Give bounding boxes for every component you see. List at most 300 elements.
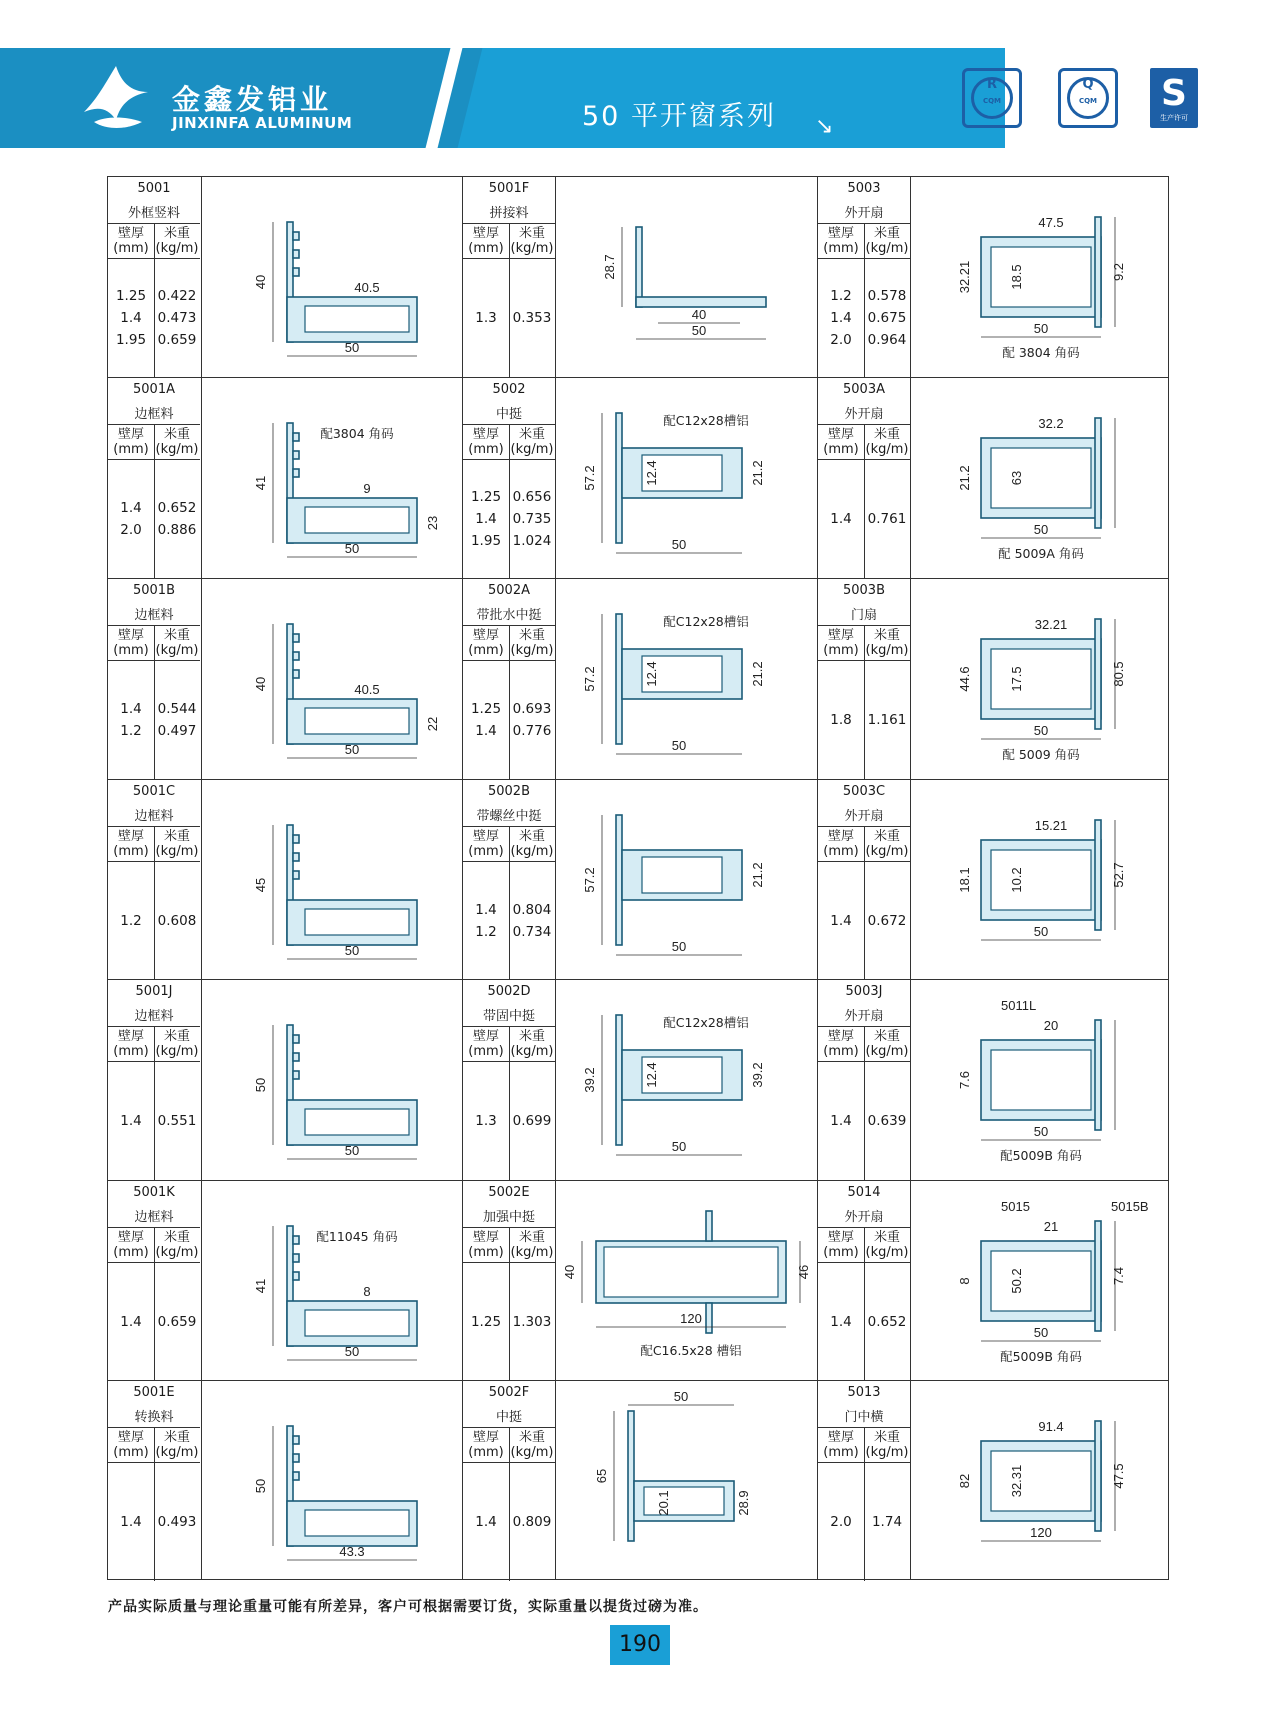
accessory-note: 配5009B 角码 — [1000, 1349, 1082, 1364]
dimension-label: 120 — [1030, 1525, 1052, 1540]
spec-row — [818, 307, 910, 329]
dimension-label: 32.21 — [1034, 617, 1068, 632]
spec-row — [108, 1511, 200, 1533]
weight-value: 0.497 — [157, 723, 197, 739]
weight-value: 0.761 — [867, 511, 907, 527]
weight-header: 米重 (kg/m) — [865, 1230, 909, 1260]
product-spec-5002E — [463, 1181, 555, 1380]
product-name: 带螺丝中挺 — [476, 809, 542, 824]
product-name: 外开扇 — [844, 1210, 884, 1225]
product-name: 门中横 — [844, 1410, 884, 1425]
thickness-header: 壁厚 (mm) — [113, 1430, 149, 1460]
weight-header: 米重 (kg/m) — [510, 226, 554, 256]
weight-header: 米重 (kg/m) — [510, 427, 554, 457]
product-code: 5003A — [843, 382, 885, 397]
spec-row — [818, 709, 910, 731]
weight-value: 1.024 — [512, 533, 552, 549]
product-name: 外开扇 — [844, 809, 884, 824]
weight-header: 米重 (kg/m) — [865, 1029, 909, 1059]
accessory-note: 配C12x28槽铝 — [663, 1015, 749, 1030]
product-name: 中挺 — [495, 1410, 522, 1425]
weight-value: 0.693 — [512, 701, 552, 717]
dimension-label: 82 — [957, 1473, 972, 1489]
product-code: 5001A — [133, 382, 175, 397]
product-spec-5003A — [818, 378, 910, 578]
spec-row — [818, 1311, 910, 1333]
thickness-header: 壁厚 (mm) — [468, 1029, 504, 1059]
weight-header: 米重 (kg/m) — [155, 829, 199, 859]
dimension-label: 12.4 — [644, 661, 659, 687]
profile-drawing-5003 — [911, 177, 1169, 377]
spec-table — [463, 223, 555, 377]
product-spec-5001F — [463, 177, 555, 377]
dimension-label: 7.4 — [1111, 1266, 1126, 1286]
weight-value: 0.652 — [867, 1314, 907, 1330]
spec-table — [818, 1227, 910, 1381]
product-code: 5013 — [847, 1385, 881, 1400]
thickness-value: 1.2 — [475, 924, 497, 940]
product-spec-5001 — [108, 177, 200, 377]
profile-drawing — [582, 815, 765, 955]
weight-value: 0.804 — [512, 902, 552, 918]
dimension-label: 47.5 — [1038, 215, 1064, 230]
thickness-header: 壁厚 (mm) — [823, 829, 859, 859]
weight-value: 0.675 — [867, 310, 907, 326]
product-name: 外开扇 — [844, 1009, 884, 1024]
profile-drawing — [253, 1426, 417, 1560]
dimension-label: 44.6 — [957, 666, 972, 692]
product-code: 5001J — [135, 984, 173, 999]
weight-value: 0.809 — [512, 1514, 552, 1530]
dimension-label: 47.5 — [1111, 1463, 1126, 1489]
profile-drawing — [253, 222, 417, 356]
spec-row — [463, 307, 555, 329]
dimension-label: 91.4 — [1038, 1419, 1064, 1434]
thickness-value: 1.3 — [475, 1113, 497, 1129]
weight-value: 0.656 — [512, 489, 552, 505]
dimension-label: 50 — [344, 340, 360, 355]
thickness-value: 1.2 — [830, 288, 852, 304]
profile-label: 5015B — [1111, 1199, 1149, 1214]
dimension-label: 18.5 — [1009, 264, 1024, 290]
spec-row — [463, 899, 555, 921]
dimension-label: 50.2 — [1009, 1268, 1024, 1294]
dimension-label: 22 — [425, 716, 440, 732]
profile-drawing — [253, 1226, 417, 1360]
weight-value: 0.659 — [157, 332, 197, 348]
dimension-label: 12.4 — [644, 1062, 659, 1088]
weight-value: 0.578 — [867, 288, 907, 304]
dimension-label: 45 — [253, 877, 268, 893]
dimension-label: 50 — [671, 1139, 687, 1154]
profile-drawing — [582, 413, 765, 553]
dimension-label: 50 — [671, 738, 687, 753]
profile-drawing — [253, 825, 417, 959]
spec-row — [818, 1511, 910, 1533]
dimension-label: 50 — [1033, 924, 1049, 939]
product-name: 转换料 — [134, 1410, 174, 1425]
accessory-note: 配 3804 角码 — [1002, 345, 1080, 360]
thickness-value: 1.4 — [120, 1314, 142, 1330]
thickness-value: 1.4 — [120, 500, 142, 516]
spec-row — [108, 698, 200, 720]
weight-value: 0.353 — [512, 310, 552, 326]
spec-row — [463, 1311, 555, 1333]
product-spec-5003B — [818, 579, 910, 779]
dimension-label: 10.2 — [1009, 867, 1024, 893]
dimension-label: 50 — [344, 541, 360, 556]
product-spec-5001E — [108, 1381, 200, 1580]
thickness-value: 1.4 — [120, 310, 142, 326]
weight-value: 0.699 — [512, 1113, 552, 1129]
weight-header: 米重 (kg/m) — [155, 1029, 199, 1059]
dimension-label: 23 — [425, 515, 440, 531]
cert-q-icon: Q CQM — [1058, 68, 1118, 128]
weight-value: 0.608 — [157, 913, 197, 929]
product-code: 5002F — [488, 1385, 530, 1400]
dimension-label: 65 — [594, 1468, 609, 1484]
dimension-label: 21.2 — [750, 661, 765, 687]
product-code: 5002E — [488, 1185, 530, 1200]
thickness-header: 壁厚 (mm) — [113, 427, 149, 457]
weight-value: 0.659 — [157, 1314, 197, 1330]
dimension-label: 21.2 — [957, 465, 972, 491]
spec-row — [818, 910, 910, 932]
spec-row — [818, 1110, 910, 1132]
profile-drawing-5001B — [202, 579, 462, 779]
product-spec-5001B — [108, 579, 200, 779]
spec-table — [108, 1026, 200, 1180]
weight-value: 0.422 — [157, 288, 197, 304]
spec-row — [108, 519, 200, 541]
accessory-note: 配5009B 角码 — [1000, 1148, 1082, 1163]
spec-row — [108, 329, 200, 351]
arrow-down-right-icon: ↘ — [815, 114, 834, 139]
product-spec-5002 — [463, 378, 555, 578]
thickness-header: 壁厚 (mm) — [113, 829, 149, 859]
thickness-header: 壁厚 (mm) — [468, 829, 504, 859]
spec-table — [818, 1427, 910, 1581]
spec-table — [463, 826, 555, 980]
thickness-header: 壁厚 (mm) — [113, 1029, 149, 1059]
dimension-label: 50 — [1033, 1325, 1049, 1340]
product-name: 边框料 — [134, 407, 174, 422]
cert-qs-icon: S 生产许可 — [1150, 68, 1198, 128]
profile-drawing — [957, 818, 1126, 940]
spec-table — [108, 424, 200, 578]
profile-drawing-5013 — [911, 1381, 1169, 1580]
dimension-label: 12.4 — [644, 460, 659, 486]
weight-header: 米重 (kg/m) — [510, 1430, 554, 1460]
spec-row — [108, 1110, 200, 1132]
spec-row — [463, 921, 555, 943]
profile-label: 5011L — [1001, 998, 1037, 1013]
spec-row — [463, 720, 555, 742]
spec-row — [108, 285, 200, 307]
accessory-note: 配3804 角码 — [320, 426, 394, 441]
dimension-label: 50 — [671, 537, 687, 552]
weight-header: 米重 (kg/m) — [155, 1430, 199, 1460]
thickness-value: 1.4 — [120, 1514, 142, 1530]
product-code: 5002B — [487, 784, 530, 799]
product-name: 边框料 — [134, 809, 174, 824]
profile-drawing — [253, 423, 440, 557]
profile-drawing-5014 — [911, 1181, 1169, 1380]
weight-value: 1.303 — [512, 1314, 552, 1330]
weight-value: 0.964 — [867, 332, 907, 348]
spec-table — [463, 1227, 555, 1381]
dimension-label: 32.21 — [957, 260, 972, 294]
thickness-header: 壁厚 (mm) — [823, 628, 859, 658]
dimension-label: 21 — [1043, 1219, 1059, 1234]
thickness-header: 壁厚 (mm) — [823, 1430, 859, 1460]
dimension-label: 120 — [680, 1311, 702, 1326]
product-spec-5002A — [463, 579, 555, 779]
thickness-header: 壁厚 (mm) — [468, 226, 504, 256]
spec-row — [463, 1110, 555, 1132]
thickness-value: 1.2 — [120, 913, 142, 929]
weight-header: 米重 (kg/m) — [510, 1230, 554, 1260]
thickness-value: 1.4 — [120, 701, 142, 717]
thickness-header: 壁厚 (mm) — [468, 1230, 504, 1260]
product-code: 5003B — [842, 583, 885, 598]
spec-row — [463, 486, 555, 508]
product-spec-5003 — [818, 177, 910, 377]
product-code: 5003J — [845, 984, 883, 999]
product-name: 外框竖料 — [127, 206, 180, 221]
product-code: 5001E — [133, 1385, 175, 1400]
dimension-label: 8 — [957, 1277, 972, 1285]
thickness-value: 1.3 — [475, 310, 497, 326]
product-name: 外开扇 — [844, 206, 884, 221]
product-name: 拼接料 — [489, 206, 529, 221]
spec-table — [818, 826, 910, 980]
product-name: 中挺 — [495, 407, 522, 422]
thickness-value: 1.4 — [830, 1314, 852, 1330]
weight-value: 0.473 — [157, 310, 197, 326]
spec-row — [463, 1511, 555, 1533]
product-code: 5002 — [492, 382, 526, 397]
profile-drawing-5001 — [202, 177, 462, 377]
thickness-value: 1.4 — [830, 511, 852, 527]
spec-table — [108, 1427, 200, 1581]
dimension-label: 40.5 — [354, 682, 380, 697]
profile-drawing-5001J — [202, 980, 462, 1180]
dimension-label: 39.2 — [750, 1062, 765, 1088]
weight-header: 米重 (kg/m) — [865, 427, 909, 457]
weight-header: 米重 (kg/m) — [155, 1230, 199, 1260]
cert-r-icon: R CQM — [962, 68, 1022, 128]
product-name: 门扇 — [850, 608, 877, 623]
dimension-label: 40.5 — [354, 280, 380, 295]
profile-drawing-5002F — [556, 1381, 817, 1580]
profile-drawing — [594, 1389, 751, 1541]
dimension-label: 50 — [673, 1389, 689, 1404]
dimension-label: 50 — [1033, 1124, 1049, 1139]
product-spec-5001K — [108, 1181, 200, 1380]
weight-value: 0.776 — [512, 723, 552, 739]
product-name: 边框料 — [134, 608, 174, 623]
product-code: 5002A — [488, 583, 530, 598]
thickness-value: 1.25 — [470, 701, 502, 717]
product-code: 5001K — [133, 1185, 175, 1200]
profile-drawing-5001A — [202, 378, 462, 578]
brand-name-cn: 金鑫发铝业 — [172, 83, 333, 116]
dimension-label: 21.2 — [750, 862, 765, 888]
dimension-label: 41 — [253, 1278, 268, 1294]
product-spec-5001A — [108, 378, 200, 578]
thickness-value: 1.2 — [120, 723, 142, 739]
thickness-header: 壁厚 (mm) — [823, 226, 859, 256]
spec-table — [108, 1227, 200, 1381]
dimension-label: 40 — [253, 676, 268, 692]
dimension-label: 40 — [691, 307, 707, 322]
product-spec-5013 — [818, 1381, 910, 1580]
thickness-header: 壁厚 (mm) — [823, 427, 859, 457]
thickness-header: 壁厚 (mm) — [113, 226, 149, 256]
thickness-value: 1.4 — [475, 723, 497, 739]
product-spec-5001J — [108, 980, 200, 1180]
product-spec-5001C — [108, 780, 200, 979]
dimension-label: 50 — [344, 1344, 360, 1359]
dimension-label: 50 — [253, 1077, 268, 1093]
thickness-value: 1.4 — [475, 511, 497, 527]
product-name: 带批水中挺 — [476, 608, 542, 623]
dimension-label: 20 — [1043, 1018, 1059, 1033]
product-code: 5014 — [847, 1185, 881, 1200]
dimension-label: 63 — [1009, 470, 1024, 486]
product-spec-5002D — [463, 980, 555, 1180]
page-number: 190 — [610, 1625, 670, 1665]
product-name: 带固中挺 — [482, 1009, 535, 1024]
dimension-label: 32.2 — [1038, 416, 1064, 431]
profile-drawing — [562, 1211, 811, 1358]
product-name: 边框料 — [134, 1210, 174, 1225]
product-code: 5003C — [842, 784, 886, 799]
dimension-label: 21.2 — [750, 460, 765, 486]
profile-drawing — [957, 416, 1115, 561]
thickness-value: 1.25 — [470, 489, 502, 505]
weight-header: 米重 (kg/m) — [865, 628, 909, 658]
spec-row — [108, 307, 200, 329]
header-cert-area — [1005, 48, 1277, 148]
weight-header: 米重 (kg/m) — [155, 226, 199, 256]
thickness-value: 1.8 — [830, 712, 852, 728]
dimension-label: 40 — [253, 274, 268, 290]
company-logo-icon — [76, 62, 156, 134]
spec-table — [818, 223, 910, 377]
dimension-label: 50 — [344, 943, 360, 958]
profile-drawing-5003J — [911, 980, 1169, 1180]
accessory-note: 配C16.5x28 槽铝 — [640, 1343, 742, 1358]
profile-drawing-5003B — [911, 579, 1169, 779]
profile-drawing — [253, 624, 440, 758]
profile-drawing — [602, 227, 766, 339]
weight-value: 1.161 — [867, 712, 907, 728]
thickness-value: 2.0 — [830, 332, 852, 348]
dimension-label: 52.7 — [1111, 862, 1126, 888]
thickness-value: 2.0 — [120, 522, 142, 538]
dimension-label: 50 — [1033, 321, 1049, 336]
profile-drawing-5003C — [911, 780, 1169, 979]
thickness-header: 壁厚 (mm) — [823, 1230, 859, 1260]
product-code: 5001F — [488, 181, 530, 196]
series-title: 50 平开窗系列 — [582, 101, 776, 132]
profile-drawing-5001C — [202, 780, 462, 979]
profile-drawing-5001K — [202, 1181, 462, 1380]
dimension-label: 50 — [344, 742, 360, 757]
accessory-note: 配 5009 角码 — [1002, 747, 1080, 762]
profile-drawing-5002 — [556, 378, 817, 578]
product-code: 5001 — [137, 181, 171, 196]
product-spec-5002B — [463, 780, 555, 979]
dimension-label: 39.2 — [582, 1067, 597, 1093]
footer-note: 产品实际质量与理论重量可能有所差异，客户可根据需要订货，实际重量以提货过磅为准。 — [108, 1599, 708, 1615]
spec-table — [818, 625, 910, 779]
profile-drawing — [957, 215, 1126, 360]
weight-value: 1.74 — [871, 1514, 903, 1530]
profile-label: 5015 — [1001, 1199, 1030, 1214]
thickness-header: 壁厚 (mm) — [468, 1430, 504, 1460]
weight-header: 米重 (kg/m) — [155, 628, 199, 658]
header-banner — [0, 48, 1277, 148]
profile-drawing-5002B — [556, 780, 817, 979]
weight-header: 米重 (kg/m) — [155, 427, 199, 457]
spec-table — [818, 424, 910, 578]
profile-drawing — [957, 1419, 1126, 1541]
weight-header: 米重 (kg/m) — [510, 628, 554, 658]
product-name: 边框料 — [134, 1009, 174, 1024]
spec-row — [818, 285, 910, 307]
product-code: 5001B — [132, 583, 175, 598]
product-spec-5014 — [818, 1181, 910, 1380]
product-spec-5003C — [818, 780, 910, 979]
dimension-label: 50 — [691, 323, 707, 338]
profile-drawing — [582, 614, 765, 754]
spec-row — [108, 720, 200, 742]
weight-value: 0.735 — [512, 511, 552, 527]
weight-value: 0.734 — [512, 924, 552, 940]
dimension-label: 20.1 — [656, 1490, 671, 1516]
thickness-value: 1.4 — [830, 310, 852, 326]
spec-row — [108, 910, 200, 932]
spec-table — [108, 625, 200, 779]
spec-table — [108, 223, 200, 377]
dimension-label: 40 — [562, 1264, 577, 1280]
dimension-label: 57.2 — [582, 465, 597, 491]
profile-drawing — [582, 1015, 765, 1155]
thickness-value: 1.4 — [830, 913, 852, 929]
thickness-header: 壁厚 (mm) — [823, 1029, 859, 1059]
product-name: 外开扇 — [844, 407, 884, 422]
weight-value: 0.672 — [867, 913, 907, 929]
spec-row — [108, 1311, 200, 1333]
accessory-note: 配C12x28槽铝 — [663, 413, 749, 428]
accessory-note: 配C12x28槽铝 — [663, 614, 749, 629]
spec-table — [108, 826, 200, 980]
profile-drawing — [957, 617, 1126, 762]
profile-drawing-5003A — [911, 378, 1169, 578]
profile-drawing-5002D — [556, 980, 817, 1180]
spec-row — [463, 530, 555, 552]
spec-row — [818, 508, 910, 530]
product-spec-5003J — [818, 980, 910, 1180]
spec-row — [463, 508, 555, 530]
dimension-label: 32.31 — [1009, 1464, 1024, 1498]
weight-value: 0.639 — [867, 1113, 907, 1129]
thickness-value: 2.0 — [830, 1514, 852, 1530]
product-code: 5003 — [847, 181, 881, 196]
